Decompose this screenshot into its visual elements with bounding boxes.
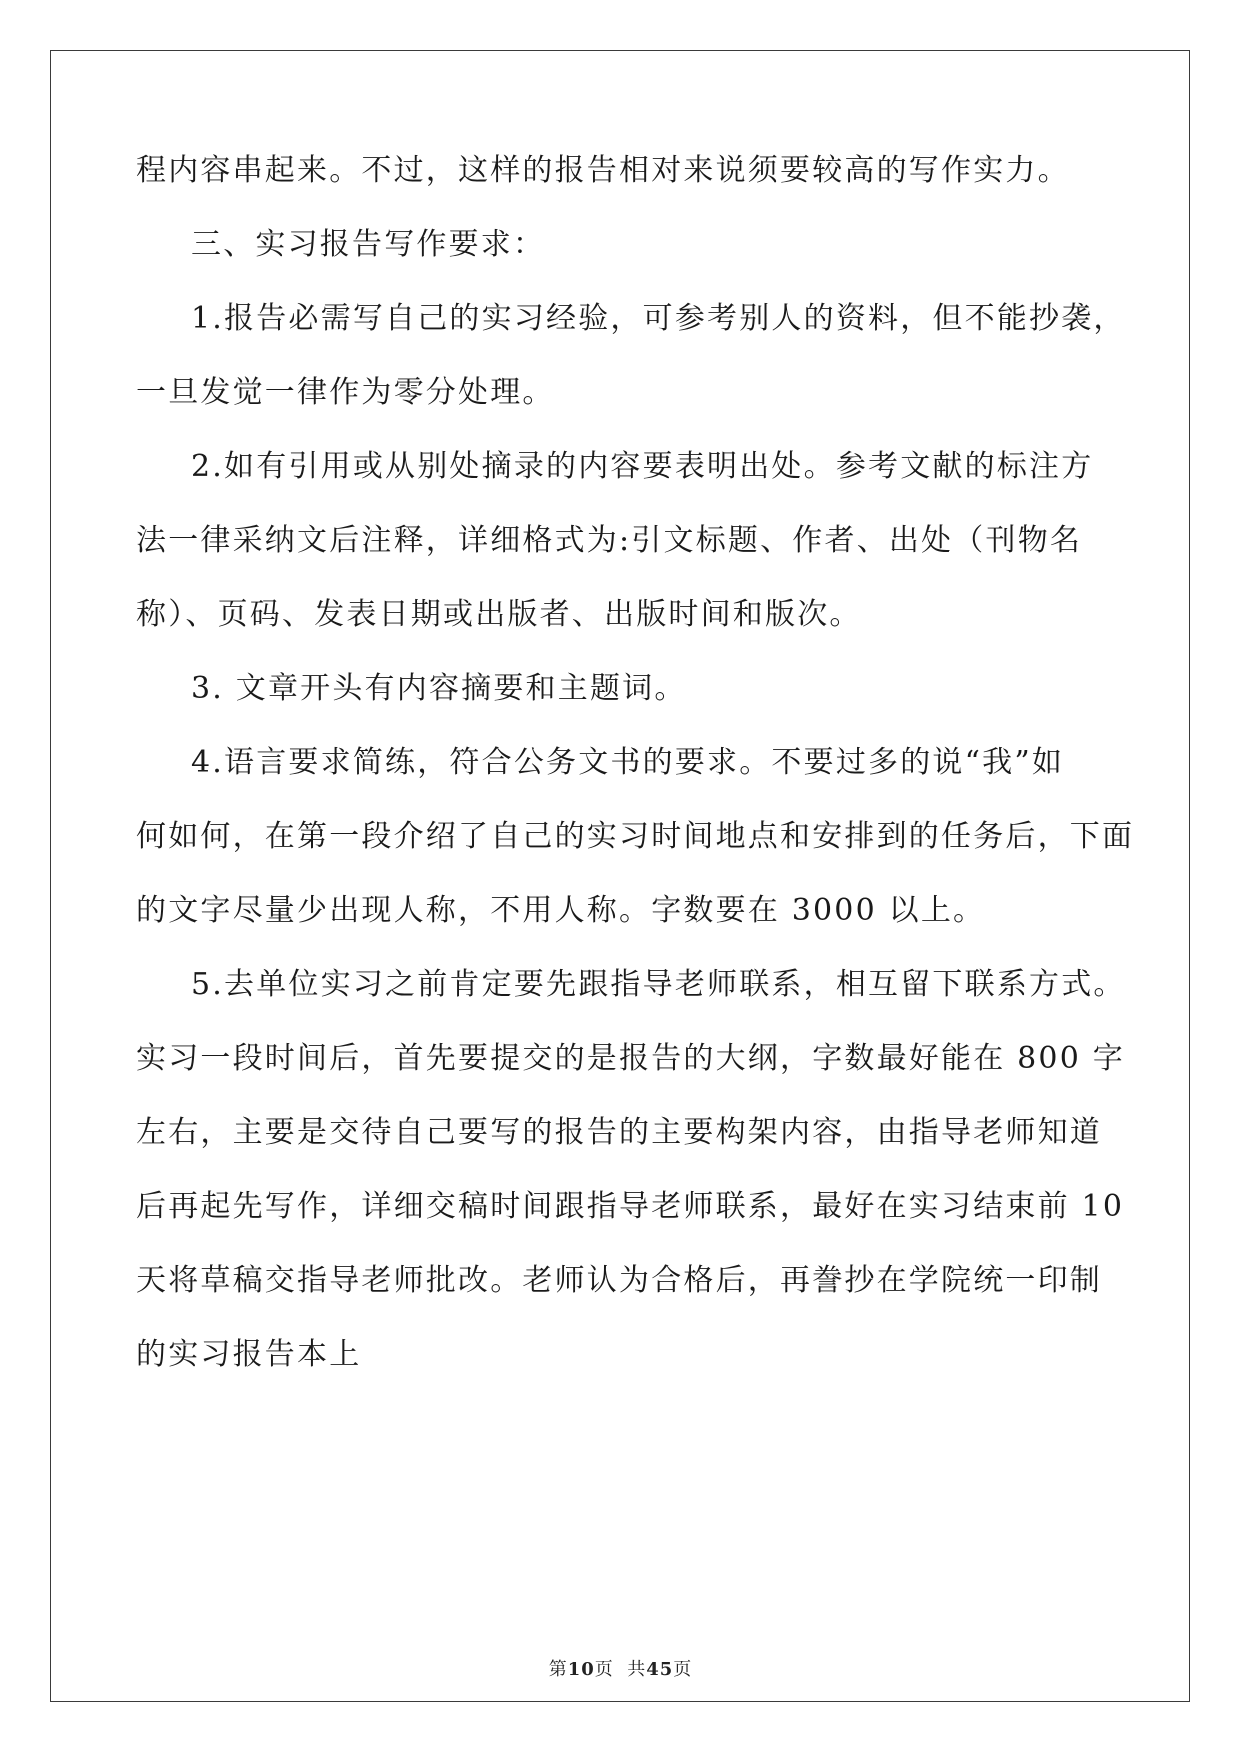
text-line: 程内容串起来。不过，这样的报告相对来说须要较高的写作实力。 (136, 153, 1070, 188)
text-line: 天将草稿交指导老师批改。老师认为合格后，再誊抄在学院统一印制 (136, 1263, 1102, 1298)
text-line: 称）、页码、发表日期或出版者、出版时间和版次。 (136, 597, 862, 632)
text-line: 何如何，在第一段介绍了自己的实习时间地点和安排到的任务后，下面 (136, 819, 1135, 854)
footer-prefix: 第 (548, 1659, 568, 1680)
page-footer (0, 1655, 1241, 1681)
total-page-count: 45 (646, 1659, 674, 1680)
footer-suffix: 页 (673, 1659, 693, 1680)
current-page-number: 10 (567, 1659, 595, 1680)
text-line: 一旦发觉一律作为零分处理。 (136, 375, 555, 410)
text-line: 的文字尽量少出现人称，不用人称。字数要在 3000 以上。 (136, 893, 986, 928)
text-line: 实习一段时间后，首先要提交的是报告的大纲，字数最好能在 800 字 (136, 1041, 1125, 1076)
text-line: 左右，主要是交待自己要写的报告的主要构架内容，由指导老师知道 (136, 1115, 1102, 1150)
text-line: 5.去单位实习之前肯定要先跟指导老师联系，相互留下联系方式。 (191, 967, 1126, 1002)
text-line: 4.语言要求简练，符合公务文书的要求。不要过多的说“我”如 (191, 745, 1065, 780)
page-border (50, 50, 1190, 1702)
text-line: 法一律采纳文后注释，详细格式为:引文标题、作者、出处（刊物名 (136, 523, 1083, 558)
text-line: 2.如有引用或从别处摘录的内容要表明出处。参考文献的标注方 (191, 449, 1094, 484)
text-line: 3. 文章开头有内容摘要和主题词。 (191, 671, 687, 706)
text-line: 的实习报告本上 (136, 1337, 362, 1372)
footer-mid: 页 共 (594, 1659, 647, 1680)
text-line: 1.报告必需写自己的实习经验，可参考别人的资料，但不能抄袭， (191, 301, 1126, 336)
section-heading: 三、实习报告写作要求： (191, 227, 546, 262)
text-line: 后再起先写作，详细交稿时间跟指导老师联系，最好在实习结束前 10 (136, 1189, 1125, 1224)
